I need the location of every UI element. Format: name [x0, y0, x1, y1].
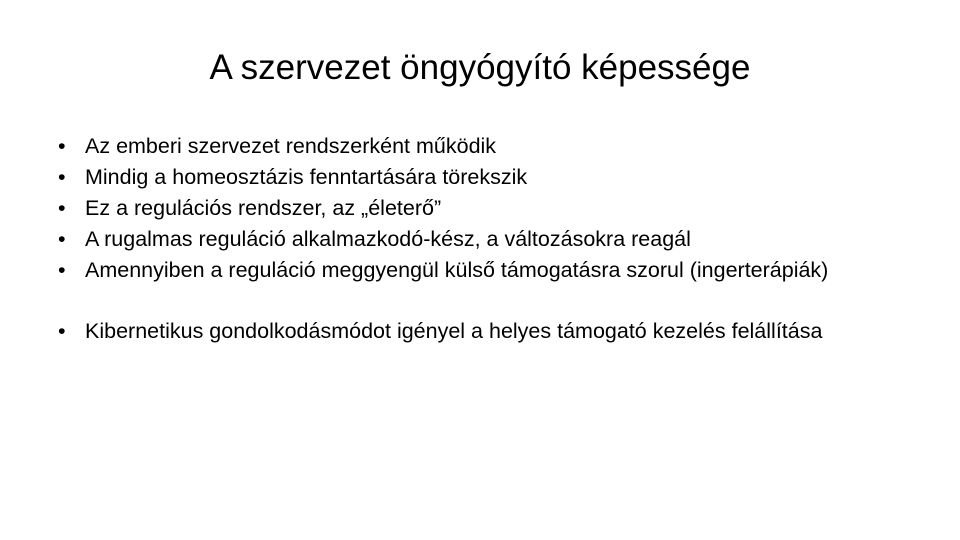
bullet-text: Kibernetikus gondolkodásmódot igényel a helyes támogató kezelés felállítása: [85, 319, 823, 343]
bullet-icon: •: [58, 227, 66, 251]
bullet-item: [58, 255, 918, 286]
bullet-text: Amennyiben a reguláció meggyengül külső támogatásra szorul (ingerterápiák): [85, 258, 829, 282]
slide-title: A szervezet öngyógyító képessége: [209, 48, 751, 87]
bullet-text: Az emberi szervezet rendszerként működik: [85, 134, 497, 158]
bullet-item: [58, 162, 918, 193]
bullet-item: [58, 316, 918, 347]
bullet-text: Ez a regulációs rendszer, az „életerő”: [85, 196, 442, 220]
bullet-icon: •: [58, 258, 66, 282]
bullet-icon: •: [58, 134, 66, 158]
bullet-icon: •: [58, 196, 66, 220]
bullet-list: [58, 131, 918, 347]
bullet-item: [58, 131, 918, 162]
bullet-text: A rugalmas reguláció alkalmazkodó-kész, a változásokra reagál: [85, 227, 691, 251]
bullet-item: [58, 193, 918, 224]
bullet-icon: •: [58, 165, 66, 189]
bullet-text: Mindig a homeosztázis fenntartására törekszik: [85, 165, 528, 189]
bullet-item: [58, 224, 918, 255]
bullet-icon: •: [58, 319, 66, 343]
